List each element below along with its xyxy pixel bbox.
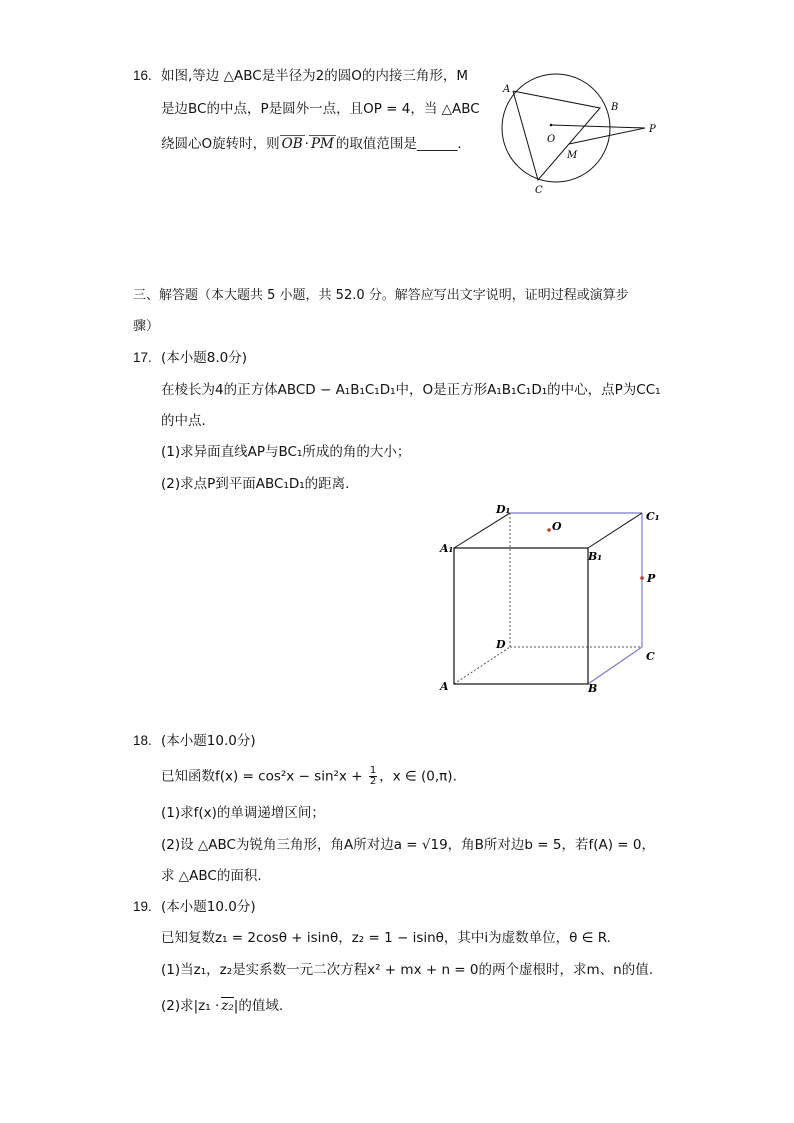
conjugate-z2: z₂ [221,998,234,1014]
edge-bc [588,647,642,684]
label-d1: D₁ [496,503,511,516]
question-19-stem: 已知复数z₁ = 2cosθ + isinθ，z₂ = 1 − isinθ，其中i为虚数单位，θ ∈ R. [161,930,611,946]
segment-op [551,125,645,128]
question-19-number: 19. [133,899,152,914]
label-c: C [535,185,543,196]
question-17-part-2: (2)求点P到平面ABC₁D₁的距离. [161,476,350,492]
label-p: P [649,124,656,135]
question-16-line-3-text-a: 绕圆心O旋转时，则 [161,136,280,152]
edge-a1d1 [454,513,510,548]
vector-ob: OB [281,136,303,152]
point-o [550,124,553,127]
question-16-figure [495,62,670,202]
fraction-denominator: 2 [369,776,377,787]
question-17-score: (本小题8.0分) [161,350,248,366]
question-18-score: (本小题10.0分) [161,733,256,749]
question-17-number: 17. [133,350,152,365]
question-17-part-1: (1)求异面直线AP与BC₁所成的角的大小； [161,444,411,460]
label-c1: C₁ [646,510,660,523]
front-face [454,548,588,684]
fraction-numerator: 1 [369,765,377,776]
question-18-number: 18. [133,733,152,748]
label-b: B [611,102,619,113]
question-18-stem-b: ，x ∈ (0,π). [379,768,457,785]
dot-operator: · [304,136,309,152]
label-b1: B₁ [588,550,603,563]
edge-ad-hidden [454,647,510,684]
question-16-number: 16. [133,68,152,83]
label-p: P [647,572,656,585]
triangle-abc [513,91,600,180]
question-19-part-2-a: (2)求|z₁ · [161,998,220,1014]
fraction-one-half [369,766,377,787]
edge-b1c1 [588,513,642,548]
question-18-part-2: (2)设 △ABC为锐角三角形，角A所对边a = √19，角B所对边b = 5，若f(A) = 0， [161,837,655,853]
label-a1: A₁ [440,542,454,555]
question-16-line-2: 是边BC的中点，P是圆外一点，且OP = 4，当 △ABC [161,101,480,117]
question-19-part-1: (1)当z₁，z₂是实系数一元二次方程x² + mx + n = 0的两个虚根时，求m、n的值. [161,962,653,978]
label-b: B [588,682,598,695]
question-16-line-3 [161,134,462,154]
question-18-part-2-continued: 求 △ABC的面积. [161,868,262,884]
label-a: A [440,680,449,693]
label-d: D [496,638,506,651]
label-m: M [567,150,578,161]
cube-figure [436,500,666,700]
vector-pm: PM [310,136,334,152]
section-3-heading-line-1: 三、解答题（本大题共 5 小题，共 52.0 分。解答应写出文字说明，证明过程或演算步 [133,288,629,303]
question-16-line-3-text-b: 的取值范围是______. [335,136,462,152]
question-16-line-1: 如图,等边 △ABC是半径为2的圆O的内接三角形，M [161,68,469,84]
question-19-score: (本小题10.0分) [161,899,256,915]
label-a: A [503,84,511,95]
label-o: O [547,134,556,145]
point-o [547,528,551,532]
section-3-heading-line-2: 骤） [133,319,160,334]
label-c: C [646,650,655,663]
question-18-stem-a: 已知函数f(x) = cos²x − sin²x + [161,768,363,785]
question-19-part-2-b: |的值域. [233,998,284,1014]
question-17-stem-2: 的中点. [161,413,206,429]
question-18-stem [161,766,457,787]
label-o: O [552,520,562,533]
circle-o [502,74,610,182]
question-19-part-2 [161,996,283,1016]
question-18-part-1: (1)求f(x)的单调递增区间； [161,805,325,821]
point-p [640,576,644,580]
question-17-stem-1: 在棱长为4的正方体ABCD − A₁B₁C₁D₁中，O是正方形A₁B₁C₁D₁的中心，点P为CC₁ [161,382,661,398]
